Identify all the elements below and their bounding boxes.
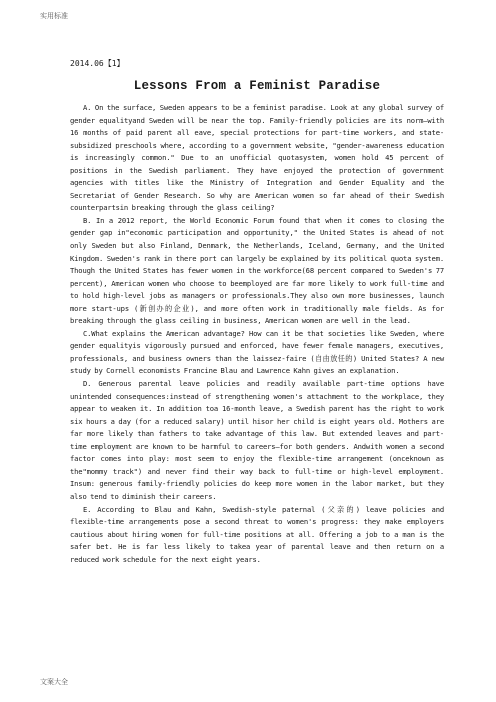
paragraph-e: E. According to Blau and Kahn, Swedish-style paternal (父亲的) leave policies and flexible-time arrangements pose a second threat to women's progress: they make employers cautious about hiring women for full-time positions at all. Offering a job to a man is the safer bet. He is far less likely to takea year of parental leave and then return on a reduced work schedule for the next eight years. <box>70 504 444 564</box>
document-body <box>70 58 444 566</box>
paragraph-a: A. On the surface, Sweden appears to be a feminist paradise. Look at any global survey of gender equalityand Sweden will be near the top. Family-friendly policies are its norm—with 16 months of paid parent all eave, special protections for part-time workers, and state-subsidized preschools where, according to a government website, "gender-awareness education is increasingly common." Due to an unofficial quotasystem, women hold 45 percent of positions in the Swedish parliament. They have enjoyed the protection of government agencies with titles like the Ministry of Integration and Gender Equality and the Secretariat of Gender Research. So why are American women so far ahead of their Swedish counterpartsin breaking through the glass ceiling? <box>70 103 444 213</box>
date-line: 2014.06【1】 <box>70 59 125 68</box>
page-header-label: 实用标准 <box>40 12 68 20</box>
paragraph-c: C.What explains the American advantage? How can it be that societies like Sweden, where gender equalityis vigorously pursued and enforced, have fewer female managers, executives, professionals, and business owners than the laissez-faire (自由放任的) United States? A new study by Cornell economists Francine Blau and Lawrence Kahn gives an explanation. <box>70 328 444 376</box>
article-title: Lessons From a Feminist Paradise <box>133 79 381 93</box>
paragraph-d: D. Generous parental leave policies and readily available part-time options have unintended consequences:instead of strengthening women's attachment to the workplace, they appear to weaken it. In addition toa 16-month leave, a Swedish parent has the right to work six hours a day (for a reduced salary) until hisor her child is eight years old. Mothers are far more likely than fathers to take advantage of this law. But extended leaves and part-time employment are known to be harmful to careers—for both genders. Andwith women a second factor comes into play: most seem to enjoy the flexible-time arrangement (onceknown as the"mommy track") and never find their way back to full-time or high-level employment. Insum: generous family-friendly policies do keep more women in the labor market, but they also tend to diminish their careers. <box>70 379 444 501</box>
page-footer-label: 文案大全 <box>40 678 68 686</box>
paragraph-b: B. In a 2012 report, the World Economic Forum found that when it comes to closing the gender gap in"economic participation and opportunity," the United States is ahead of not only Sweden but also Finland, Denmark, the Netherlands, Iceland, Germany, and the United Kingdom. Sweden's rank in there port can largely be explained by its political quota system. Though the United States has fewer women in the workforce(68 percent compared to Sweden's 77 percent), American women who choose to beemployed are far more likely to work full-time and to hold high-level jobs as managers or professionals.They also own more businesses, launch more start-ups (新创办的企业), and more often work in traditionally male fields. As for breaking through the glass ceiling in business, American women are well in the lead. <box>70 215 444 326</box>
